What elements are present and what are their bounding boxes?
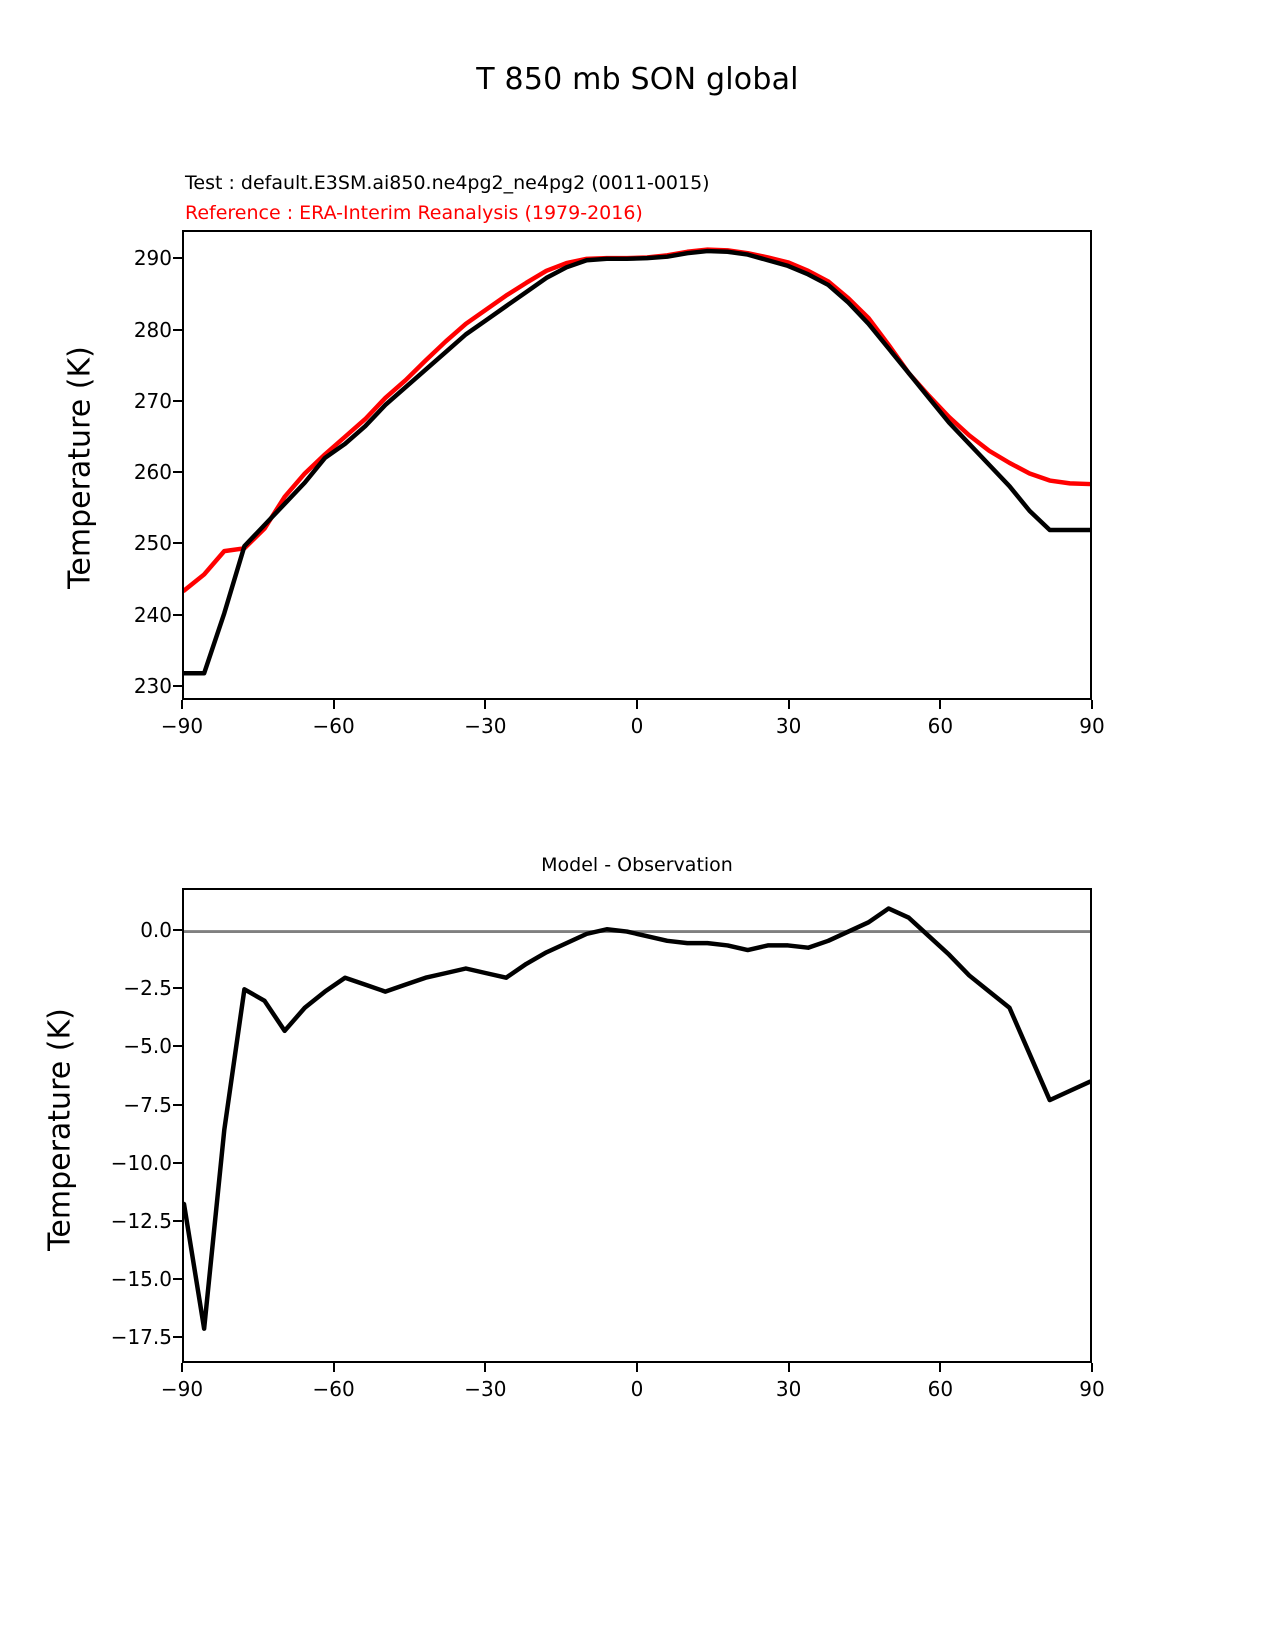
y-tick-mark xyxy=(173,329,182,331)
y-tick-label: 0.0 xyxy=(140,917,172,942)
y-tick-label: 280 xyxy=(133,317,172,342)
x-tick-mark xyxy=(333,700,335,709)
y-tick-mark xyxy=(173,987,182,989)
y-tick-mark xyxy=(173,1220,182,1222)
y-tick-label: −12.5 xyxy=(110,1208,172,1233)
y-tick-label: 230 xyxy=(133,673,172,698)
x-tick-label: −60 xyxy=(312,1377,355,1401)
x-tick-mark xyxy=(788,700,790,709)
reference-series-line xyxy=(184,250,1090,591)
x-tick-label: 60 xyxy=(927,1377,954,1401)
x-tick-mark xyxy=(484,700,486,709)
y-tick-mark xyxy=(173,400,182,402)
y-tick-mark xyxy=(173,257,182,259)
x-tick-label: 60 xyxy=(927,714,954,738)
y-tick-label: −5.0 xyxy=(123,1034,172,1059)
y-tick-label: −2.5 xyxy=(123,976,172,1001)
y-tick-label: 240 xyxy=(133,602,172,627)
panel1-y-axis-label: Temperature (K) xyxy=(62,346,98,589)
x-tick-label: −30 xyxy=(464,714,507,738)
y-tick-label: 290 xyxy=(133,246,172,271)
x-tick-label: −90 xyxy=(160,714,204,738)
y-tick-mark xyxy=(173,614,182,616)
caption-block xyxy=(185,168,710,228)
x-tick-mark xyxy=(636,700,638,709)
x-tick-mark xyxy=(788,1363,790,1372)
x-tick-label: 0 xyxy=(630,714,644,738)
panel-temperature-profile xyxy=(0,230,1275,750)
panel1-svg xyxy=(184,232,1090,698)
x-tick-mark xyxy=(484,1363,486,1372)
x-tick-mark xyxy=(1091,700,1093,709)
y-tick-mark xyxy=(173,542,182,544)
y-tick-label: 260 xyxy=(133,460,172,485)
panel2-y-axis-label: Temperature (K) xyxy=(42,1008,78,1251)
caption-test-line: Test : default.E3SM.ai850.ne4pg2_ne4pg2 (0011-0015) xyxy=(185,172,710,194)
x-tick-mark xyxy=(1091,1363,1093,1372)
caption-reference-line: Reference : ERA-Interim Reanalysis (1979-2016) xyxy=(185,202,643,224)
y-tick-mark xyxy=(173,1336,182,1338)
x-tick-label: −60 xyxy=(312,714,355,738)
panel2-title: Model - Observation xyxy=(541,854,733,876)
y-tick-mark xyxy=(173,1045,182,1047)
panel2-plot-area xyxy=(182,888,1092,1363)
x-tick-label: −30 xyxy=(464,1377,507,1401)
x-tick-label: 90 xyxy=(1079,714,1105,738)
y-tick-mark xyxy=(173,685,182,687)
y-tick-label: −10.0 xyxy=(110,1150,172,1175)
x-tick-label: 0 xyxy=(630,1377,644,1401)
y-tick-mark xyxy=(173,929,182,931)
x-tick-mark xyxy=(181,700,183,709)
panel1-plot-area xyxy=(182,230,1092,700)
page-title: T 850 mb SON global xyxy=(476,62,799,97)
x-tick-label: 30 xyxy=(775,714,802,738)
y-tick-label: −15.0 xyxy=(110,1267,172,1292)
x-tick-mark xyxy=(636,1363,638,1372)
x-tick-mark xyxy=(181,1363,183,1372)
x-tick-label: −90 xyxy=(160,1377,204,1401)
panel-model-minus-observation xyxy=(0,854,1275,1401)
y-tick-label: −7.5 xyxy=(123,1092,172,1117)
y-tick-mark xyxy=(173,1104,182,1106)
y-tick-label: −17.5 xyxy=(110,1325,172,1350)
y-tick-label: 270 xyxy=(133,388,172,413)
y-tick-mark xyxy=(173,471,182,473)
difference-series-line xyxy=(184,908,1090,1328)
panel2-svg xyxy=(184,890,1090,1361)
x-tick-label: 30 xyxy=(775,1377,802,1401)
x-tick-mark xyxy=(939,700,941,709)
y-tick-mark xyxy=(173,1278,182,1280)
x-tick-label: 90 xyxy=(1079,1377,1105,1401)
test-series-line xyxy=(184,251,1090,673)
x-tick-mark xyxy=(333,1363,335,1372)
x-tick-mark xyxy=(939,1363,941,1372)
y-tick-mark xyxy=(173,1162,182,1164)
y-tick-label: 250 xyxy=(133,531,172,556)
